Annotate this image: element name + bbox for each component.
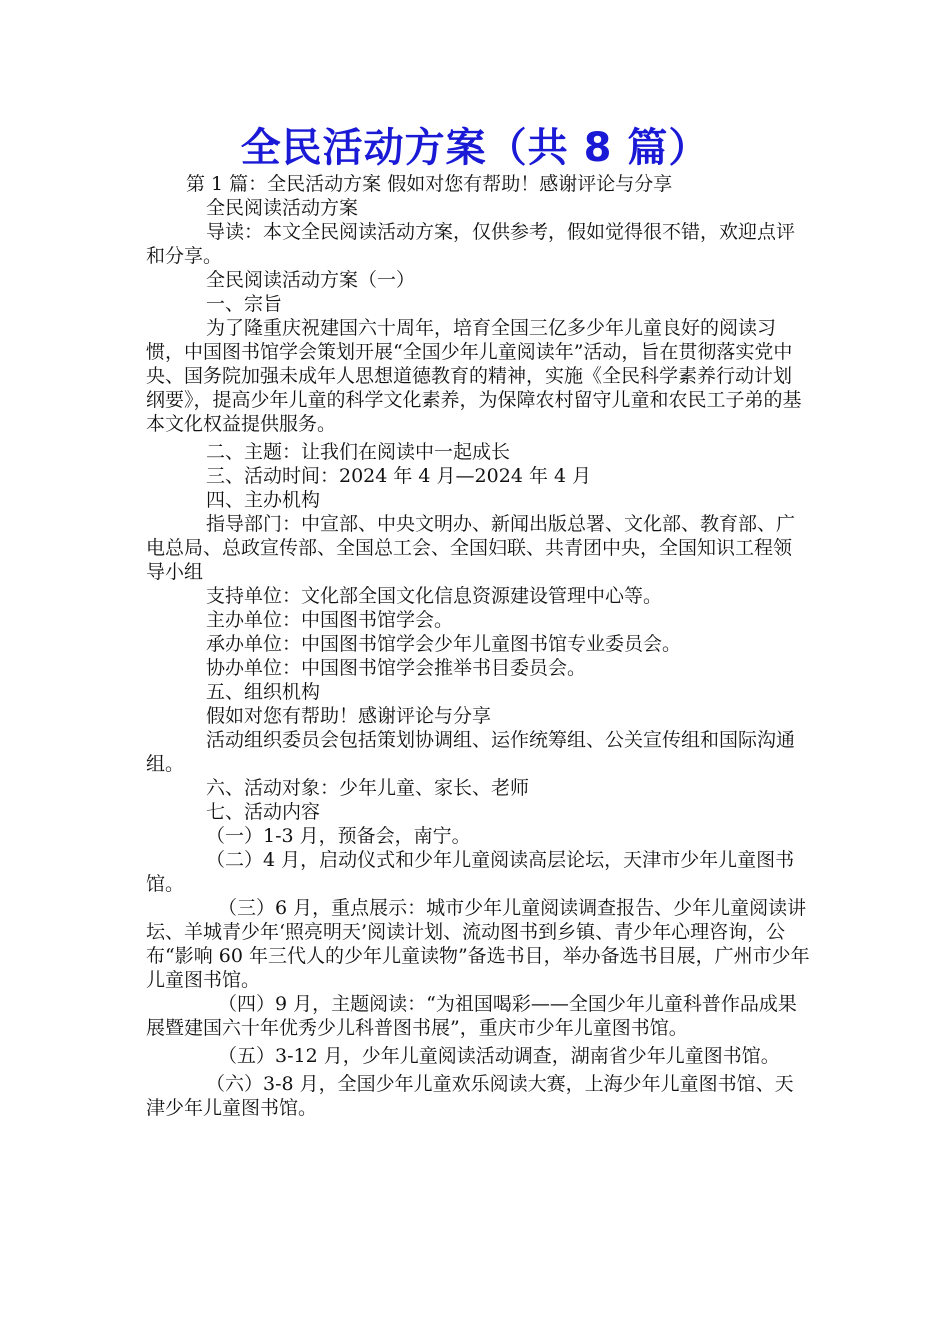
document-title: 全民活动方案（共 8 篇） (240, 125, 710, 171)
paragraph: 全民阅读活动方案（一） (206, 269, 416, 291)
paragraph: 全民阅读活动方案 (206, 197, 359, 219)
paragraph: 支持单位：文化部全国文化信息资源建设管理中心等。 (206, 585, 663, 607)
paragraph: （二）4 月，启动仪式和少年儿童阅读高层论坛，天津市少年儿童图书馆。 (146, 849, 795, 895)
paragraph: （三）6 月，重点展示：城市少年儿童阅读调查报告、少年儿童阅读讲坛、羊城青少年‘照亮明天’阅读计划、流动图书到乡镇、青少年心理咨询，公布“影响 60 年三代人的少年儿童读物”备选书目，举办备选书目展，广州市少年儿童图书馆。 (146, 897, 810, 991)
paragraph: 七、活动内容 (206, 801, 321, 823)
paragraph: 六、活动对象：少年儿童、家长、老师 (206, 777, 530, 799)
paragraph: （六）3-8 月，全国少年儿童欢乐阅读大赛，上海少年儿童图书馆、天津少年儿童图书馆。 (146, 1073, 794, 1119)
paragraph: 指导部门：中宣部、中央文明办、新闻出版总署、文化部、教育部、广电总局、总政宣传部、全国总工会、全国妇联、共青团中央，全国知识工程领导小组 (146, 513, 796, 583)
paragraph: 协办单位：中国图书馆学会推举书目委员会。 (206, 657, 587, 679)
paragraph: 四、主办机构 (206, 489, 321, 511)
paragraph: 承办单位：中国图书馆学会少年儿童图书馆专业委员会。 (206, 633, 682, 655)
paragraph: 主办单位：中国图书馆学会。 (206, 609, 454, 631)
paragraph: 五、组织机构 (206, 681, 321, 703)
paragraph: （一）1-3 月，预备会，南宁。 (206, 825, 471, 847)
paragraph: 一、宗旨 (206, 293, 283, 315)
paragraph: （四）9 月，主题阅读：“为祖国喝彩——全国少年儿童科普作品成果展暨建国六十年优秀少儿科普图书展”，重庆市少年儿童图书馆。 (146, 993, 797, 1039)
paragraph: （五）3-12 月，少年儿童阅读活动调查，湖南省少年儿童图书馆。 (218, 1045, 780, 1067)
paragraph: 假如对您有帮助！感谢评论与分享 (206, 705, 492, 727)
paragraph: 三、活动时间：2024 年 4 月—2024 年 4 月 (206, 465, 592, 487)
paragraph: 活动组织委员会包括策划协调组、运作统筹组、公关宣传组和国际沟通组。 (146, 729, 796, 775)
paragraph: 导读：本文全民阅读活动方案，仅供参考，假如觉得很不错，欢迎点评和分享。 (146, 221, 796, 267)
paragraph: 第 1 篇：全民活动方案 假如对您有帮助！感谢评论与分享 (186, 173, 673, 195)
document-body (146, 172, 810, 1120)
paragraph: 为了隆重庆祝建国六十周年，培育全国三亿多少年儿童良好的阅读习惯，中国图书馆学会策划开展“全国少年儿童阅读年”活动，旨在贯彻落实党中央、国务院加强未成年人思想道德教育的精神，实施《全民科学素养行动计划纲要》，提高少年儿童的科学文化素养，为保障农村留守儿童和农民工子弟的基本文化权益提供服务。 (146, 317, 802, 435)
paragraph: 二、主题：让我们在阅读中一起成长 (206, 441, 511, 463)
